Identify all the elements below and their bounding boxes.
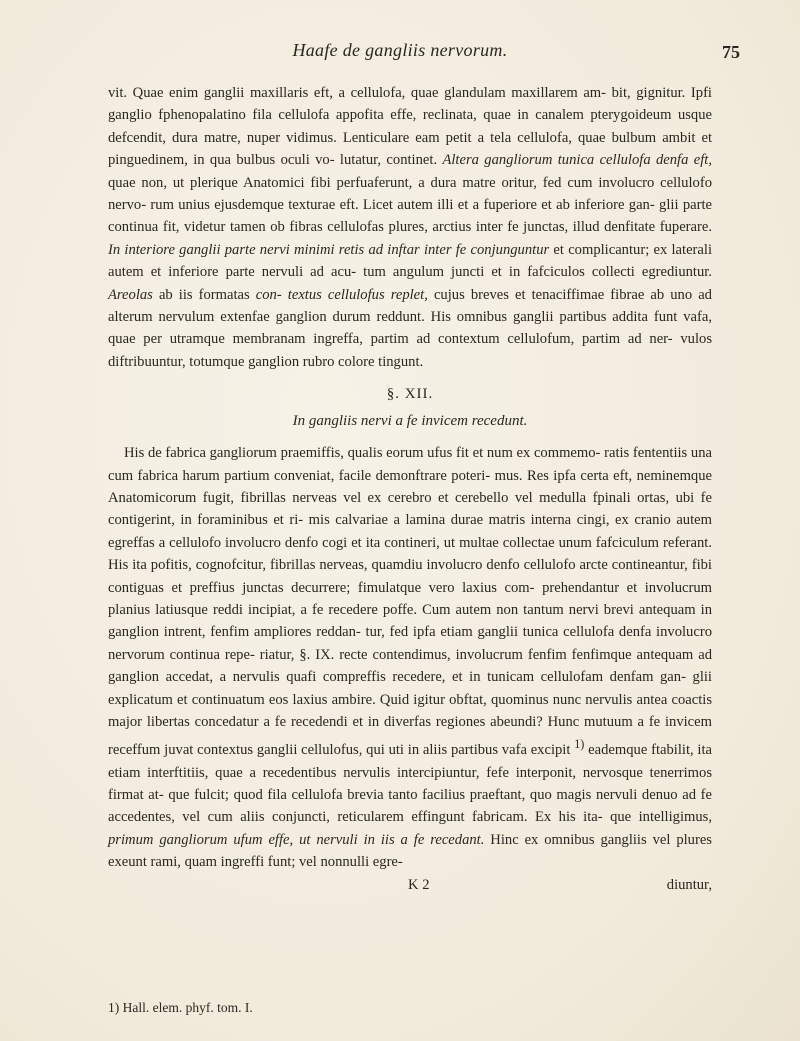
text-run: et complicantur; ex laterali autem et inferiore parte nervuli ad acu- tum angulum juncti et in fafciculos collecti egrediuntur. (108, 241, 713, 281)
italic-run: primum gangliorum ufum effe, ut nervuli in iis a fe recedant. (108, 831, 485, 848)
footnote-reference: 1) (574, 737, 585, 752)
section-title: In gangliis nervi a fe invicem recedunt. (292, 412, 528, 429)
text-run: His de fabrica gangliorum praemiffis, qualis eorum ufus fit et num ex commemo- ratis fententiis una cum fabrica harum partium conveniat, facile demonftrare poteri- mus. Res ipfa certa eft, neminemque Anatomicorum fugit, fibrillas nerveas vel ex cerebro et cerebello vel medulla fpinali ortas, ubi fe contigerint, in foraminibus et ri- mis calvariae a lamina durae matris interna cingi, ex cranio autem egreffas a cellulofo involucro denfo cogi et ita contineri, ut multae collectae unum fafciculum referant. His ita pofitis, cognofcitur, fibrillas nerveas, quamdiu involucro denfo cellulofo arcte contineantur, fibi contiguas et preffius junctas decurrere; fimulatque vero laxius com- prehendantur et involucrum planius latiusque reddi incipiat, a fe recedere poffe. Cum autem non tantum nervi brevi antequam in ganglion intrent, fenfim ampliores reddan- tur, fed ipfa etiam ganglii tunica cellulofa denfa involucro nervorum continua repe- riatur, §. IX. recte contendimus, involucrum fenfim fenfimque antequam ad ganglion accedat, a nervulis quafi compreffis recedere, et in tunicam cellulofam denfam gan- glii explicatum et continuatum eos laxius ambire. Quid igitur obftat, quominus nunc nervulis antea coactis major libertas concedatur a fe recedendi et in diverfas regiones abeundi? Hunc mutuum a fe invicem receffum juvat contextus ganglii cellulofus, qui uti in aliis partibus vafa excipit (108, 445, 712, 759)
running-head (0, 40, 800, 70)
page-number: 75 (722, 42, 740, 62)
text-run: cujus breves et tenaciffimae fibrae ab uno ad alterum nervulum extenfae ganglion durum reddunt. His omnibus ganglii partibus addita funt vafa, quae per utramque membranam ingreffa, partim ad contextum cellulofum, partim ad ner- vulos diftribuuntur, totumque ganglion rubro colore tingunt. (108, 286, 712, 370)
footnote: 1) Hall. elem. phyf. tom. I. (108, 1000, 253, 1015)
text-run: eademque ftabilit, ita etiam interftitiis, quae a recedentibus nervulis intercipiuntur, fefe interponit, nervosque tenerrimos firmat at- que fulcit; quod fila cellulofa brevia tanto facilius praeftant, quo magis nervuli denuo ad fe accedentes, vel cum aliis conjuncti, reticularem effingunt fabricam. Ex his ita- que intelligimus, (108, 742, 713, 826)
paragraph-1 (108, 82, 712, 373)
text-run: vit. Quae enim ganglii maxillaris eft, a cellulofa, quae glandulam maxillarem am- bit, gignitur. Ipfi ganglio fphenopalatino fila cellulofa appofita effe, reclinata, quae in canalem pterygoideum usque defcendit, dura matre, nuper vidimus. Lenticulare eam petit a tela cellulofa, quae bulbum ambit et pinguedinem, in qua bulbus oculi vo- lutatur, continet. (108, 85, 712, 169)
text-run: quae non, ut plerique Anatomici fibi perfuaferunt, a dura matre oritur, fed cum involucro cellulofo nervo- rum unius ejusdemque texturae eft. Licet autem illi et a fuperiore et ab inferiore gan- glii parte continua fit, videtur tamen ob fibras cellulofas plures, arctius inter fe junctas, illud denfitate fuperare. (108, 174, 712, 236)
italic-run: Areolas (108, 286, 153, 303)
paragraph-2 (108, 442, 712, 874)
catchword-line (108, 874, 712, 896)
italic-run: Altera gangliorum tunica cellulofa denfa eft, (442, 152, 712, 169)
catchword: diuntur, (666, 876, 712, 893)
italic-run: con- textus cellulofus replet, (255, 286, 428, 303)
text-run: Hinc ex omnibus gangliis vel plures exeunt rami, quam ingreffi funt; vel nonnulli egre- (108, 831, 712, 871)
running-title: Haafe de gangliis nervorum. (292, 40, 508, 60)
text-run: ab iis formatas (158, 286, 250, 303)
section-number: §. XII. (386, 386, 434, 403)
body-text (108, 82, 712, 896)
signature-mark: K 2 (408, 876, 430, 893)
italic-run: In interiore ganglii parte nervi minimi retis ad inftar inter fe conjunguntur (108, 241, 550, 258)
